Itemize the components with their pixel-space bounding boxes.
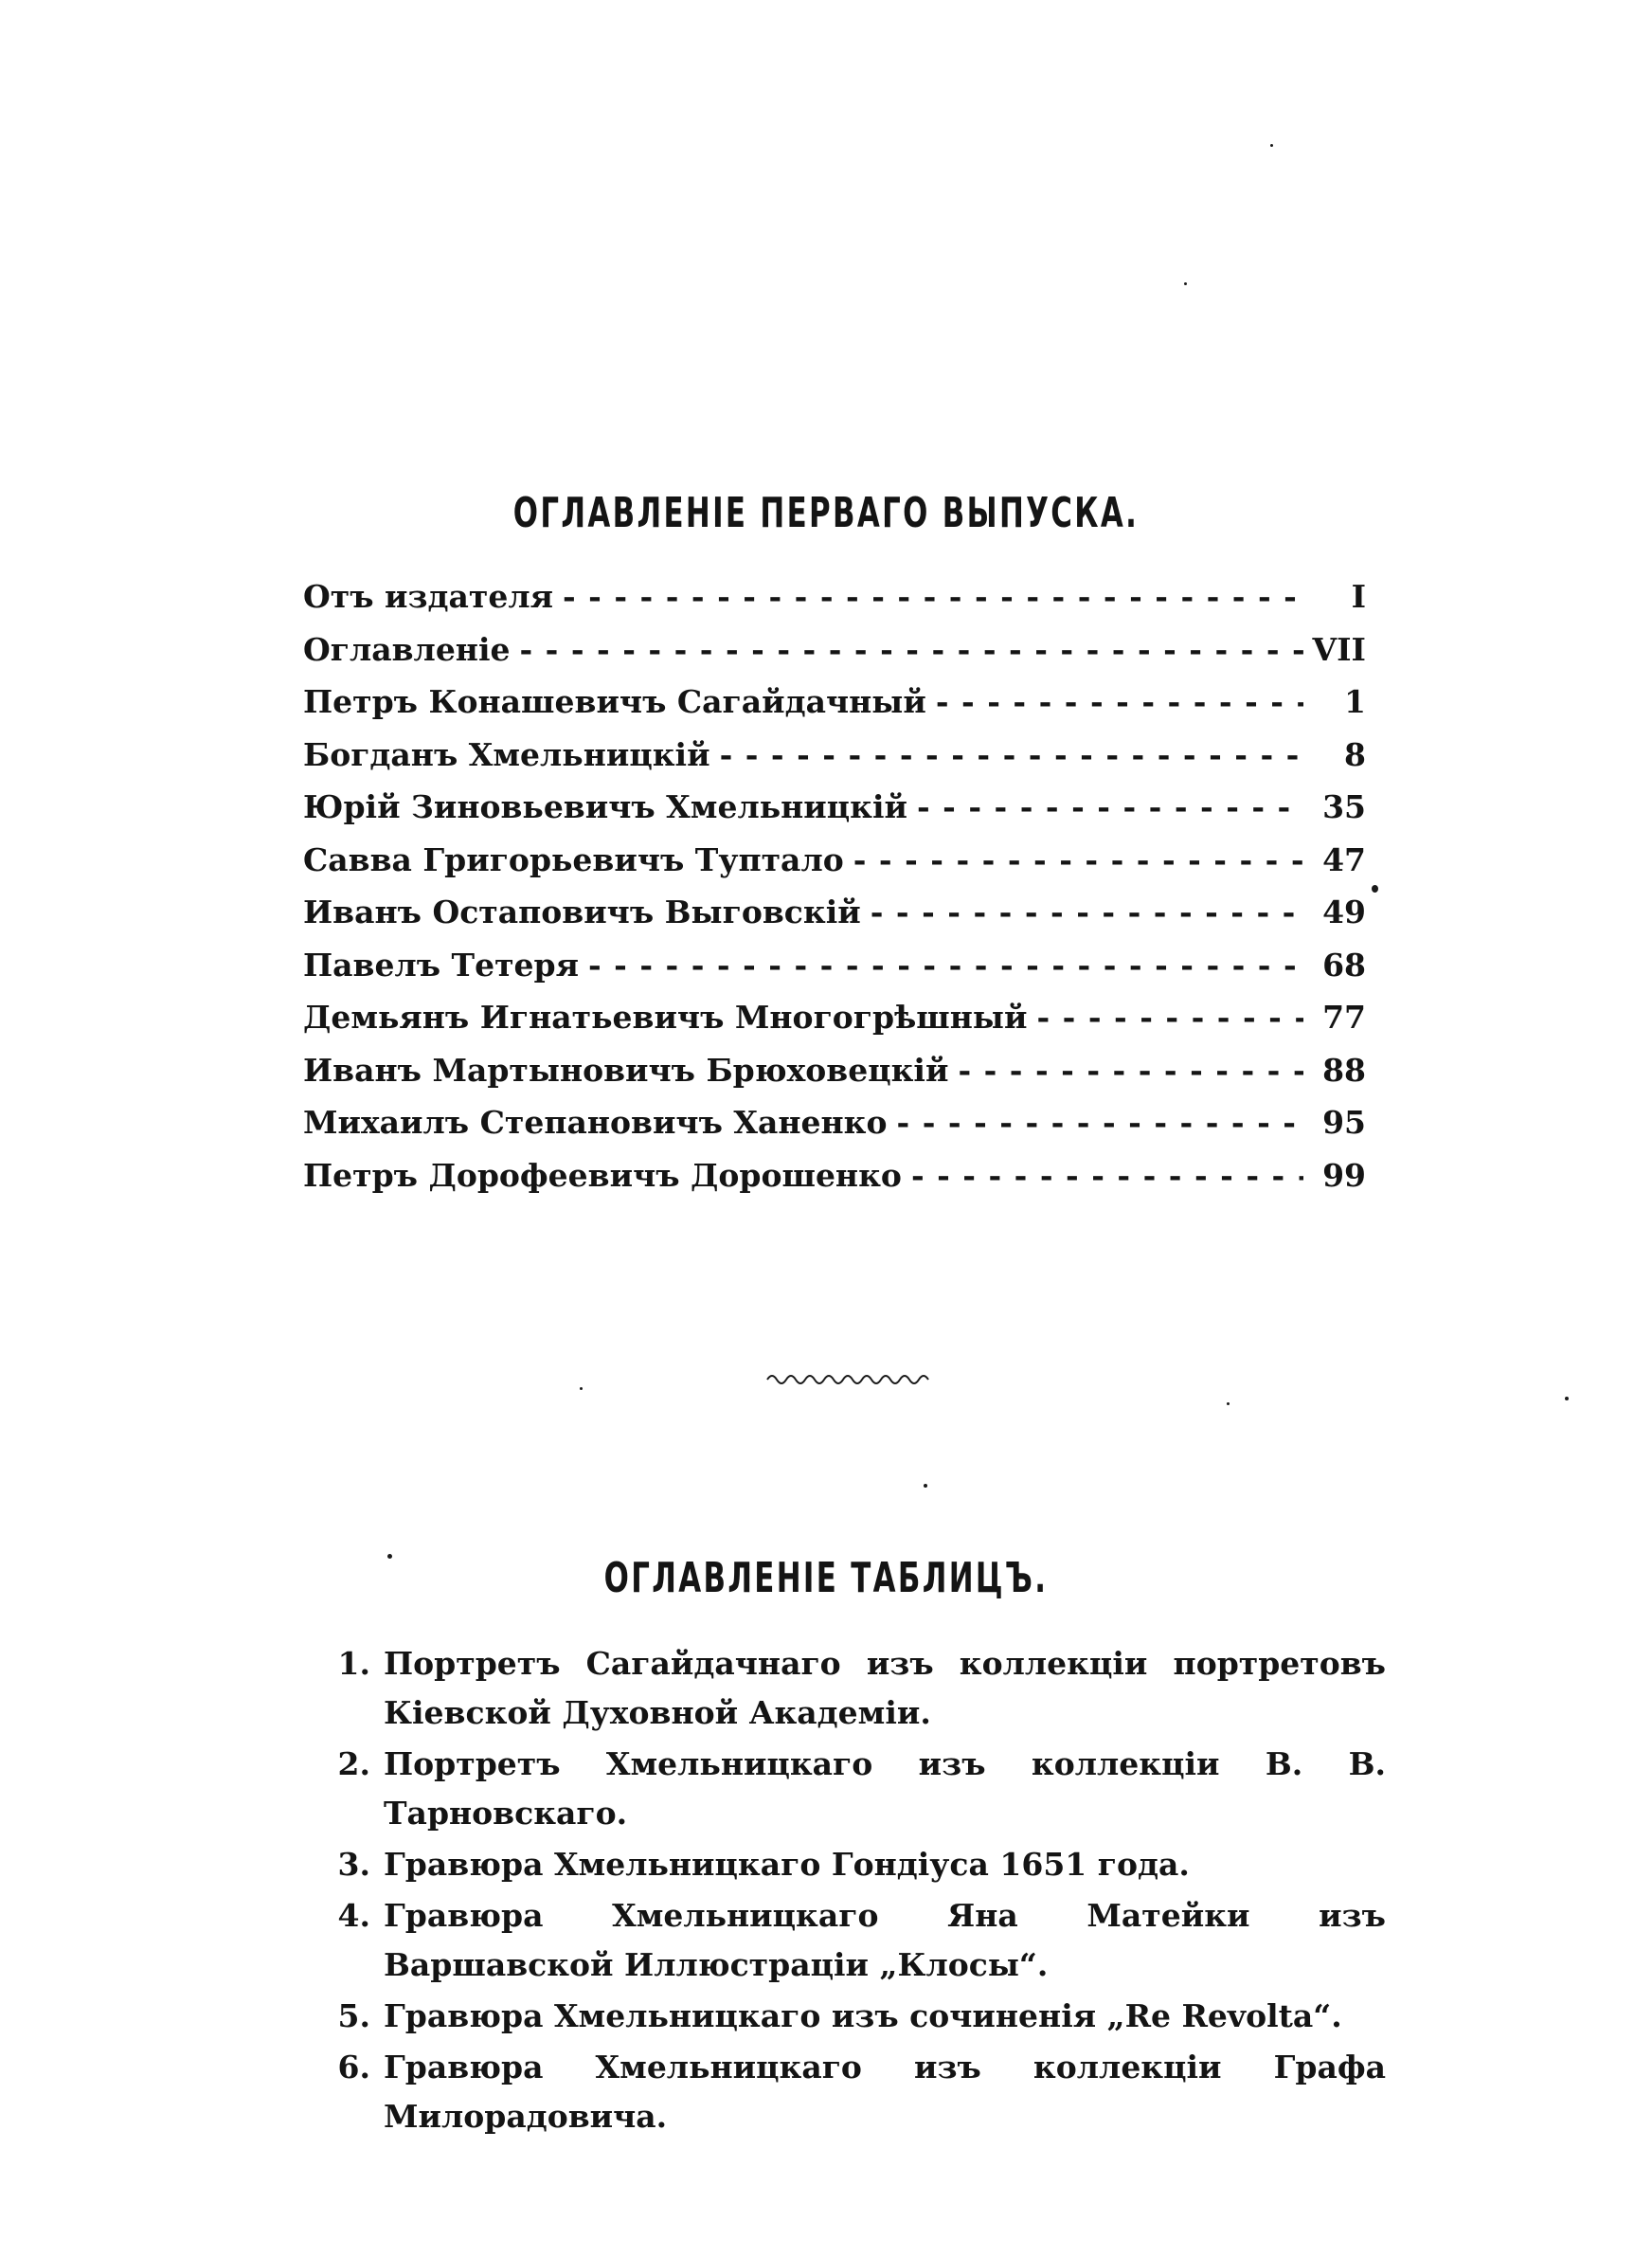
- toc-entry-page: 68: [1322, 946, 1366, 984]
- toc-entry-page: 35: [1322, 788, 1366, 825]
- dot-leader: [520, 631, 1303, 668]
- toc-entry-page: I: [1351, 578, 1366, 615]
- toc-entry-page: 95: [1322, 1104, 1366, 1141]
- toc-entry-page: 1: [1344, 683, 1366, 720]
- toc-entry: [303, 788, 1366, 841]
- toc-entry: [303, 578, 1366, 631]
- print-speck: [1184, 282, 1187, 285]
- list-item: [315, 1740, 1386, 1838]
- toc-entry: [303, 683, 1366, 736]
- print-speck: [1270, 144, 1273, 147]
- dot-leader: [958, 1052, 1303, 1089]
- toc-entry-title: Демьянъ Игнатьевичъ Многогрѣшный: [303, 999, 1028, 1036]
- dot-leader: [897, 1104, 1303, 1141]
- toc-entry-page: 47: [1322, 840, 1366, 878]
- item-number: 5.: [337, 1997, 370, 2034]
- toc-list: [303, 578, 1366, 1209]
- list-item: [315, 1840, 1386, 1889]
- item-number: 2.: [337, 1745, 370, 1782]
- toc-entry-page: 8: [1344, 735, 1366, 773]
- toc-entry-title: Иванъ Остаповичъ Выговскій: [303, 894, 861, 930]
- dot-leader: [588, 947, 1303, 984]
- toc-entry: [303, 1104, 1366, 1157]
- print-speck: [387, 1554, 392, 1559]
- toc-entry-title: Петръ Конашевичъ Сагайдачный: [303, 683, 926, 720]
- item-text: Портретъ Хмельницкаго изъ коллекціи В. В. Тарновскаго.: [384, 1745, 1386, 1832]
- item-text: Гравюра Хмельницкаго Гондіуса 1651 года.: [384, 1846, 1190, 1883]
- print-speck: [580, 1387, 583, 1390]
- toc-entry-title: Иванъ Мартыновичъ Брюховецкій: [303, 1051, 949, 1089]
- list-item: [315, 1639, 1386, 1738]
- dot-leader: [720, 736, 1303, 773]
- toc-entry-title: Юрій Зиновьевичъ Хмельницкій: [303, 788, 907, 825]
- tables-list: [315, 1639, 1386, 2143]
- toc-entry: [303, 841, 1366, 894]
- toc-heading: ОГЛАВЛЕНІЕ ПЕРВАГО ВЫПУСКА.: [512, 489, 1140, 537]
- toc-entry-title: Петръ Дорофеевичъ Дорошенко: [303, 1156, 902, 1194]
- item-number: 4.: [337, 1897, 370, 1934]
- toc-entry-page: 99: [1322, 1156, 1366, 1194]
- list-item: [315, 1992, 1386, 2041]
- toc-entry-title: Отъ издателя: [303, 578, 553, 615]
- toc-entry-page: 77: [1322, 999, 1366, 1036]
- item-text: Портретъ Сагайдачнаго изъ коллекціи портретовъ Кіевской Духовной Академіи.: [384, 1645, 1386, 1731]
- item-text: Гравюра Хмельницкаго изъ коллекціи Графа Милорадовича.: [384, 2049, 1386, 2135]
- list-item: [315, 2043, 1386, 2141]
- dot-leader: [917, 788, 1303, 825]
- item-number: 6.: [337, 2049, 370, 2085]
- list-item: [315, 1891, 1386, 1990]
- item-number: 1.: [337, 1645, 370, 1682]
- toc-entry-title: Михаилъ Степановичъ Ханенко: [303, 1104, 888, 1141]
- toc-entry: [303, 736, 1366, 789]
- print-speck: [924, 1484, 927, 1488]
- toc-entry-page: 88: [1322, 1051, 1366, 1089]
- toc-entry-title: Оглавленіе: [303, 630, 511, 668]
- toc-entry: [303, 631, 1366, 684]
- item-text: Гравюра Хмельницкаго изъ сочиненія „Re Revolta“.: [384, 1997, 1342, 2034]
- toc-entry-page: VII: [1312, 630, 1366, 668]
- toc-entry-title: Павелъ Тетеря: [303, 946, 579, 984]
- toc-entry: [303, 947, 1366, 1000]
- toc-entry-title: Савва Григорьевичъ Туптало: [303, 840, 844, 878]
- print-speck: [1565, 1397, 1569, 1400]
- item-text: Гравюра Хмельницкаго Яна Матейки изъ Варшавской Иллюстраціи „Клосы“.: [384, 1897, 1386, 1983]
- dot-leader: [911, 1157, 1303, 1194]
- dot-leader: [936, 683, 1303, 720]
- dot-leader: [1036, 999, 1303, 1036]
- dot-leader: [853, 841, 1303, 878]
- item-number: 3.: [337, 1846, 370, 1883]
- toc-entry: [303, 894, 1366, 947]
- toc-entry-title: Богданъ Хмельницкій: [303, 735, 710, 773]
- dot-leader: [563, 578, 1303, 615]
- toc-entry: [303, 1157, 1366, 1210]
- toc-entry-page: 49: [1322, 894, 1366, 930]
- wavy-divider-ornament: [765, 1368, 936, 1387]
- toc-entry: [303, 1052, 1366, 1105]
- toc-entry: [303, 999, 1366, 1052]
- dot-leader: [871, 894, 1303, 930]
- print-speck: [1227, 1402, 1230, 1405]
- print-speck: [1372, 885, 1378, 893]
- tables-heading: ОГЛАВЛЕНІЕ ТАБЛИЦЪ.: [603, 1554, 1049, 1602]
